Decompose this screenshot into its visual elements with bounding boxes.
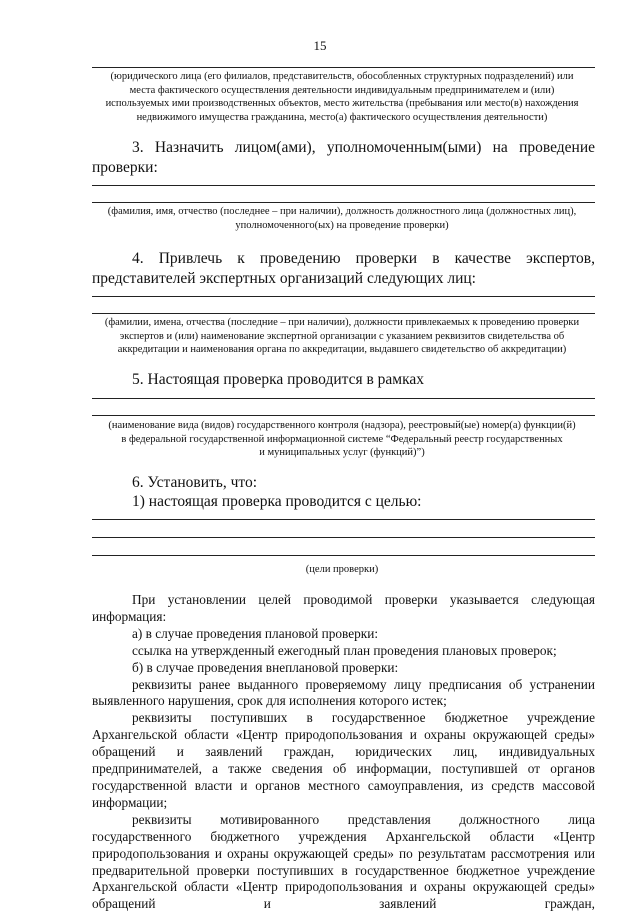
item-3-heading: 3. Назначить лицом(ами), уполномоченным(ыми) на проведение [132,139,595,156]
page-number: 15 [313,38,327,53]
paragraph: б) в случае проведения внеплановой проверки: [132,659,399,675]
fill-line [92,398,595,399]
note-experts: (фамилии, имена, отчества (последние – при наличии), должности привлекаемых к проведению проверки экспертов и (или) наименование экспертной организации с указанием реквизитов свидетельства об аккредитации и наименования органа по аккредитации, выдавшего свидетельство об аккредитации) [104,317,580,356]
paragraph: а) в случае проведения плановой проверки: [132,625,379,641]
item-3-heading-cont: проверки: [92,159,158,176]
body-text [92,592,595,913]
item-6-heading: 6. Установить, что: [132,474,258,491]
item-6-subitem-1: 1) настоящая проверка проводится с целью: [132,493,422,510]
fill-line [92,67,595,68]
fill-line [92,415,595,416]
fill-line [92,296,595,297]
note-object-location: (юридического лица (его филиалов, представительств, обособленных структурных подразделений) или места фактического осуществления деятельности индивидуальным предпринимателем и (или) используемых ими производственных объектов, место жительства (пребывания или место(в) нахождения недвижимого имущества гражданина, место(а) фактического осуществления деятельности) [105,71,579,123]
note-inspectors: (фамилия, имя, отчество (последнее – при наличии), должность должностного лица (должностных лиц), уполномоченного(ых) на проведение проверки) [107,206,577,231]
paragraph: реквизиты поступивших в государственное бюджетное учреждение Архангельской области «Центр природопользования и охраны окружающей среды» обращений и заявлений граждан, юридических лиц, индивидуальных предпринимателей, а также сведения об информации, поступившей от органов государственной власти и органов местного самоуправления, из средств массовой информации; [92,710,595,810]
note-check-goals: (цели проверки) [305,564,379,575]
note-control-type: (наименование вида (видов) государственного контроля (надзора), реестровый(ые) номер(а) функции(й) в федеральной государственной информационной системе “Федеральный реестр государственных и муниципальных услуг (функций)”) [108,420,576,459]
fill-line [92,537,595,538]
paragraph: ссылка на утвержденный ежегодный план проведения плановых проверок; [132,642,557,658]
paragraph: реквизиты ранее выданного проверяемому лицу предписания об устранении выявленного нарушения, срок для исполнения которого истек; [92,676,595,709]
fill-line [92,555,595,556]
paragraph: При установлении целей проводимой проверки указывается следующая информация: [92,592,595,624]
item-5-heading: 5. Настоящая проверка проводится в рамках [132,371,425,388]
paragraph: реквизиты мотивированного представления должностного лица государственного бюджетного учреждения Архангельской области «Центр природопользования и охраны окружающей среды» по результатам рассмотрения или предварительной проверки поступивших в государственное бюджетное учреждение Архангельской области «Центр природопользования и охраны окружающей среды» обращений и заявлений граждан, [92,811,595,912]
item-4-heading-cont: представителей экспертных организаций следующих лиц: [92,270,476,287]
item-4-heading: 4. Привлечь к проведению проверки в качестве экспертов, [132,250,595,267]
fill-line [92,185,595,186]
fill-line [92,519,595,520]
fill-line [92,202,595,203]
fill-line [92,313,595,314]
